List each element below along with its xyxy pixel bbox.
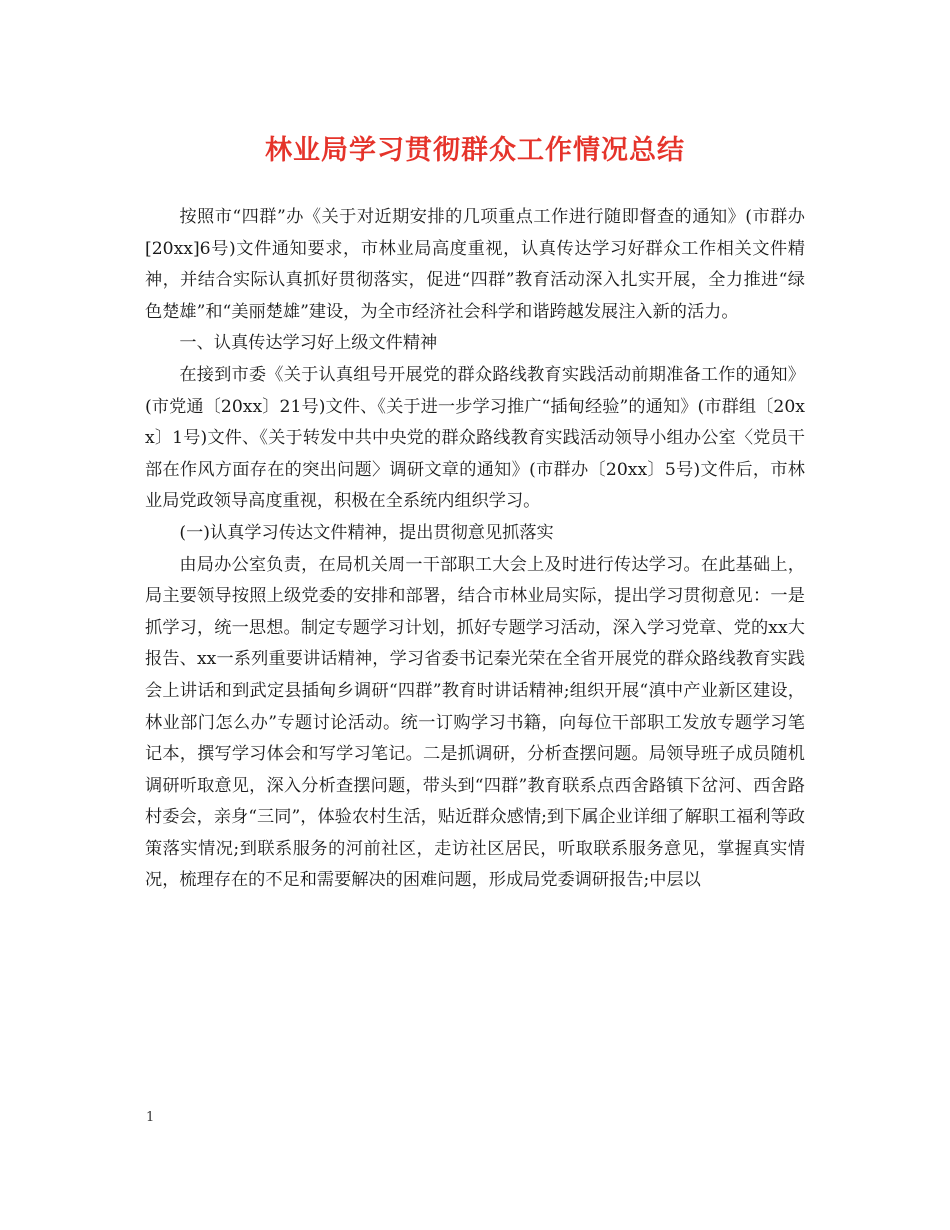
paragraph-intro: 按照市“四群”办《关于对近期安排的几项重点工作进行随即督查的通知》(市群办[20xx]6号)文件通知要求，市林业局高度重视，认真传达学习好群众工作相关文件精神，并结合实际认真抓好贯彻落实，促进“四群”教育活动深入扎实开展，全力推进“绿色楚雄”和“美丽楚雄”建设，为全市经济社会科学和谐跨越发展注入新的活力。 [145, 207, 805, 322]
document-body [145, 202, 805, 897]
paragraph-section-1: 在接到市委《关于认真组号开展党的群众路线教育实践活动前期准备工作的通知》(市党通〔20xx〕21号)文件、《关于进一步学习推广“插甸经验”的通知》(市群组〔20xx〕1号)文件、《关于转发中共中央党的群众路线教育实践活动领导小组办公室〈党员干部在作风方面存在的突出问题〉调研文章的通知》(市群办〔20xx〕5号)文件后，市林业局党政领导高度重视，积极在全系统内组织学习。 [145, 364, 805, 512]
section-heading-1: 一、认真传达学习好上级文件精神 [179, 333, 438, 354]
page-title: 林业局学习贯彻群众工作情况总结 [265, 135, 685, 166]
paragraph-subsection-1: 由局办公室负责，在局机关周一干部职工大会上及时进行传达学习。在此基础上，局主要领导按照上级党委的安排和部署，结合市林业局实际，提出学习贯彻意见：一是抓学习，统一思想。制定专题学习计划，抓好专题学习活动，深入学习党章、党的xx大报告、xx一系列重要讲话精神，学习省委书记秦光荣在全省开展党的群众路线教育实践会上讲话和到武定县插甸乡调研“四群”教育时讲话精神;组织开展“滇中产业新区建设，林业部门怎么办”专题讨论活动。统一订购学习书籍，向每位干部职工发放专题学习笔记本，撰写学习体会和写学习笔记。二是抓调研，分析查摆问题。局领导班子成员随机调研听取意见，深入分析查摆问题，带头到“四群”教育联系点西舍路镇下岔河、西舍路村委会，亲身“三同”，体验农村生活，贴近群众感情;到下属企业详细了解职工福利等政策落实情况;到联系服务的河前社区，走访社区居民，听取联系服务意见，掌握真实情况，梳理存在的不足和需要解决的困难问题，形成局党委调研报告;中层以 [145, 554, 805, 891]
page-number: 1 [146, 1110, 155, 1125]
subsection-heading-1: (一)认真学习传达文件精神，提出贯彻意见抓落实 [179, 522, 554, 543]
